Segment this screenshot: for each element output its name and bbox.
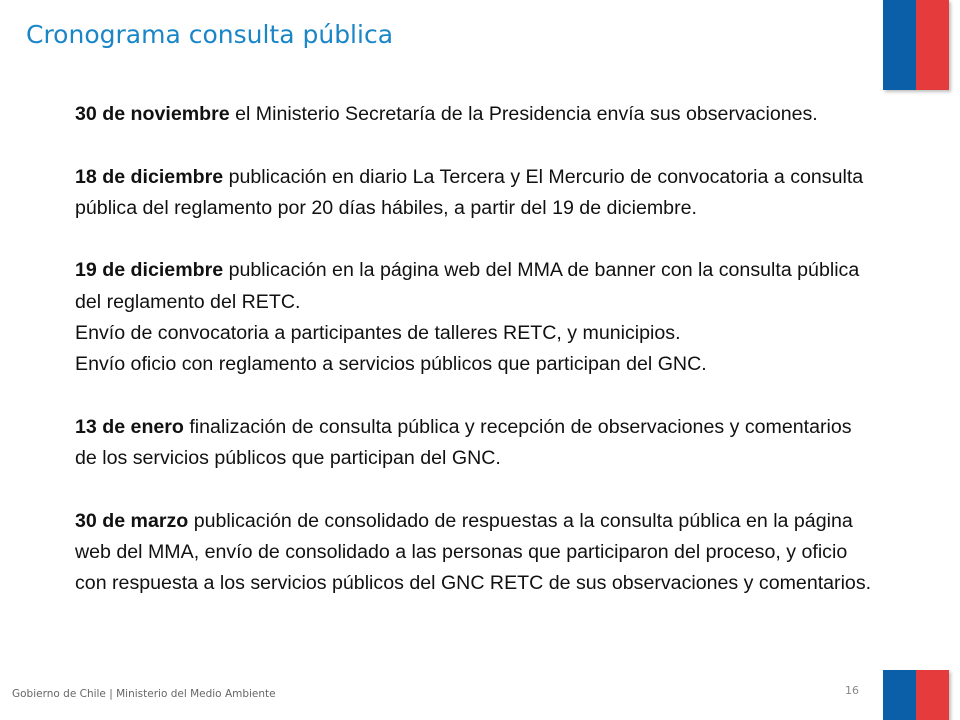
page-title: Cronograma consulta pública: [26, 20, 394, 49]
flag-red-stripe: [916, 670, 949, 720]
schedule-date: 19 de diciembre: [75, 259, 224, 282]
page-number: 16: [845, 684, 859, 697]
footer-text: Gobierno de Chile | Ministerio del Medio Ambiente: [12, 688, 276, 700]
flag-blue-stripe: [883, 670, 916, 720]
schedule-date: 18 de diciembre: [75, 165, 224, 188]
schedule-extra-line: Envío oficio con reglamento a servicios públicos que participan del GNC.: [75, 353, 707, 376]
schedule-item-19-diciembre: [75, 255, 875, 380]
schedule-description: finalización de consulta pública y recepción de observaciones y comentarios de los servicios públicos que participan del GNC.: [75, 415, 852, 470]
chile-flag-stripes-top: [883, 0, 949, 90]
schedule-item-13-enero: [75, 412, 875, 475]
schedule-item-30-noviembre: [75, 99, 875, 130]
schedule-date: 30 de noviembre: [75, 103, 230, 125]
schedule-content: [75, 99, 875, 600]
schedule-description: publicación en la página web del MMA de banner con la consulta pública del reglamento del RETC.: [75, 259, 860, 313]
schedule-date: 30 de marzo: [75, 509, 189, 532]
schedule-description: publicación de consolidado de respuestas a la consulta pública en la página web del MMA, envío de consolidado a las personas que participaron del proceso, y oficio con respuesta a los servicios públicos del GNC RETC de sus observaciones y comentarios.: [75, 509, 872, 595]
schedule-description: publicación en diario La Tercera y El Mercurio de convocatoria a consulta pública del reglamento por 20 días hábiles, a partir del 19 de diciembre.: [75, 165, 864, 219]
schedule-item-30-marzo: [75, 506, 875, 600]
flag-red-stripe: [916, 0, 949, 90]
schedule-item-18-diciembre: [75, 162, 875, 225]
flag-blue-stripe: [883, 0, 916, 90]
chile-flag-stripes-bottom: [883, 670, 949, 720]
schedule-description: el Ministerio Secretaría de la Presidencia envía sus observaciones.: [229, 103, 818, 125]
schedule-date: 13 de enero: [75, 415, 184, 438]
schedule-extra-line: Envío de convocatoria a participantes de talleres RETC, y municipios.: [75, 322, 681, 345]
